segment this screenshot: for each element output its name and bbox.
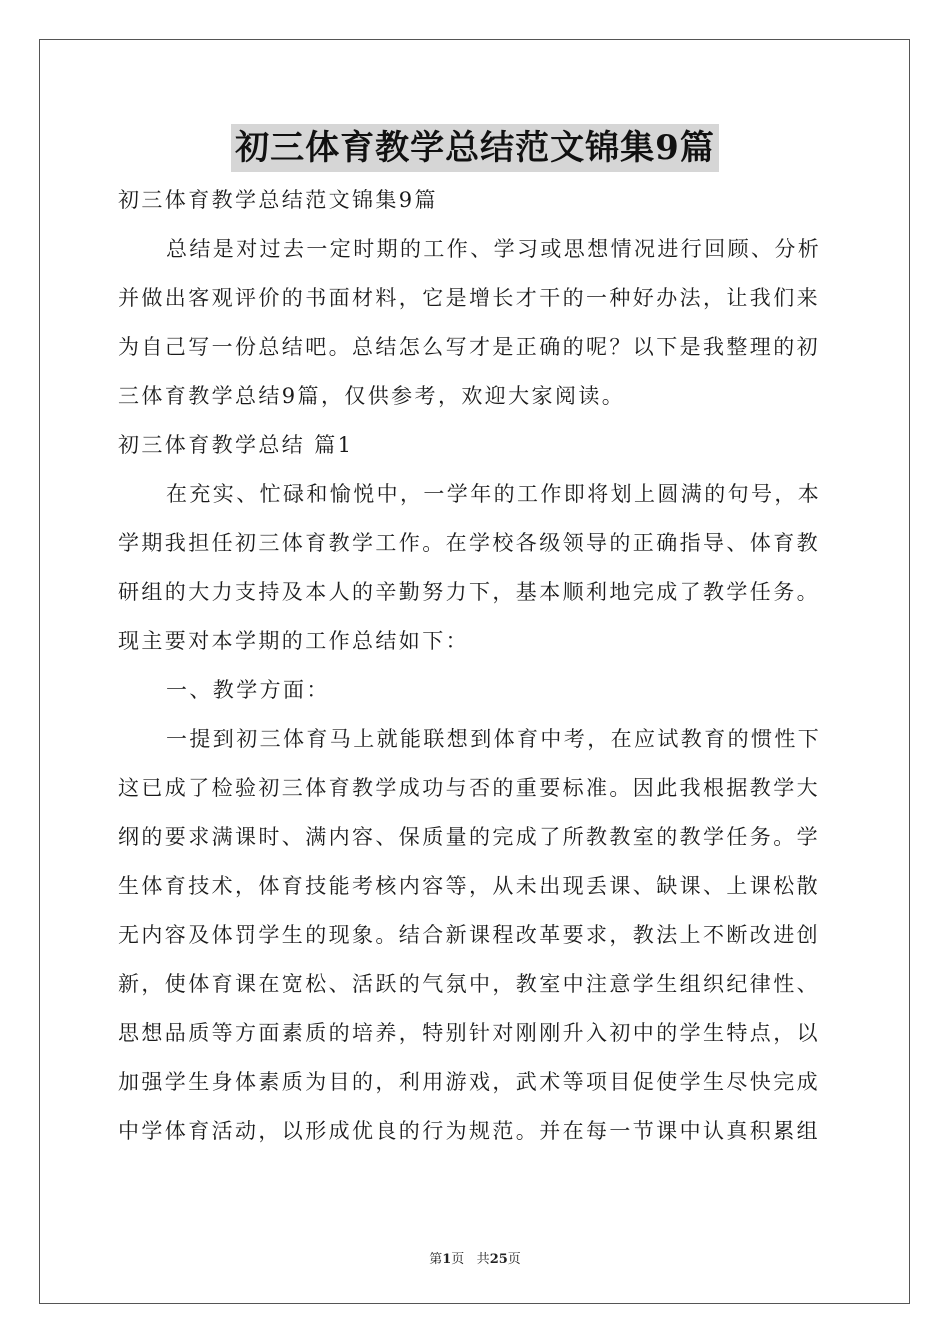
body-paragraph: 一提到初三体育马上就能联想到体育中考，在应试教育的惯性下这已成了检验初三体育教学成功与否的重要标准。因此我根据教学大纲的要求满课时、满内容、保质量的完成了所教教室的教学任务。学生体育技术，体育技能考核内容等，从未出现丢课、缺课、上课松散无内容及体罚学生的现象。结合新课程改革要求，教法上不断改进创新，使体育课在宽松、活跃的气氛中，教室中注意学生组织纪律性、思想品质等方面素质的培养，特别针对刚刚升入初中的学生特点，以加强学生身体素质为目的，利用游戏，武术等项目促使学生尽快完成中学体育活动，以形成优良的行为规范。并在每一节课中认真积累组 [118,727,822,1143]
intro-paragraph: 总结是对过去一定时期的工作、学习或思想情况进行回顾、分析并做出客观评价的书面材料，它是增长才干的一种好办法，让我们来为自己写一份总结吧。总结怎么写才是正确的呢？以下是我整理的初三体育教学总结9篇，仅供参考，欢迎大家阅读。 [118,237,822,408]
subtitle-line: 初三体育教学总结范文锦集9篇 [118,188,438,212]
body-paragraph: 在充实、忙碌和愉悦中，一学年的工作即将划上圆满的句号，本学期我担任初三体育教学工作。在学校各级领导的正确指导、体育教研组的大力支持及本人的辛勤努力下，基本顺利地完成了教学任务。现主要对本学期的工作总结如下： [118,482,822,653]
document-title: 初三体育教学总结范文锦集9篇 [231,124,719,172]
total-prefix: 共 [476,1252,490,1267]
title-container [0,124,950,172]
page-footer [0,1248,950,1267]
page-prefix: 第 [429,1252,443,1267]
document-body [118,176,834,1156]
page-total: 25 [489,1252,508,1267]
page-unit: 页 [451,1252,465,1267]
total-unit: 页 [507,1252,521,1267]
page-current: 1 [442,1252,452,1267]
section-heading: 初三体育教学总结 篇1 [118,433,354,457]
subsection-heading: 一、教学方面： [166,678,330,702]
